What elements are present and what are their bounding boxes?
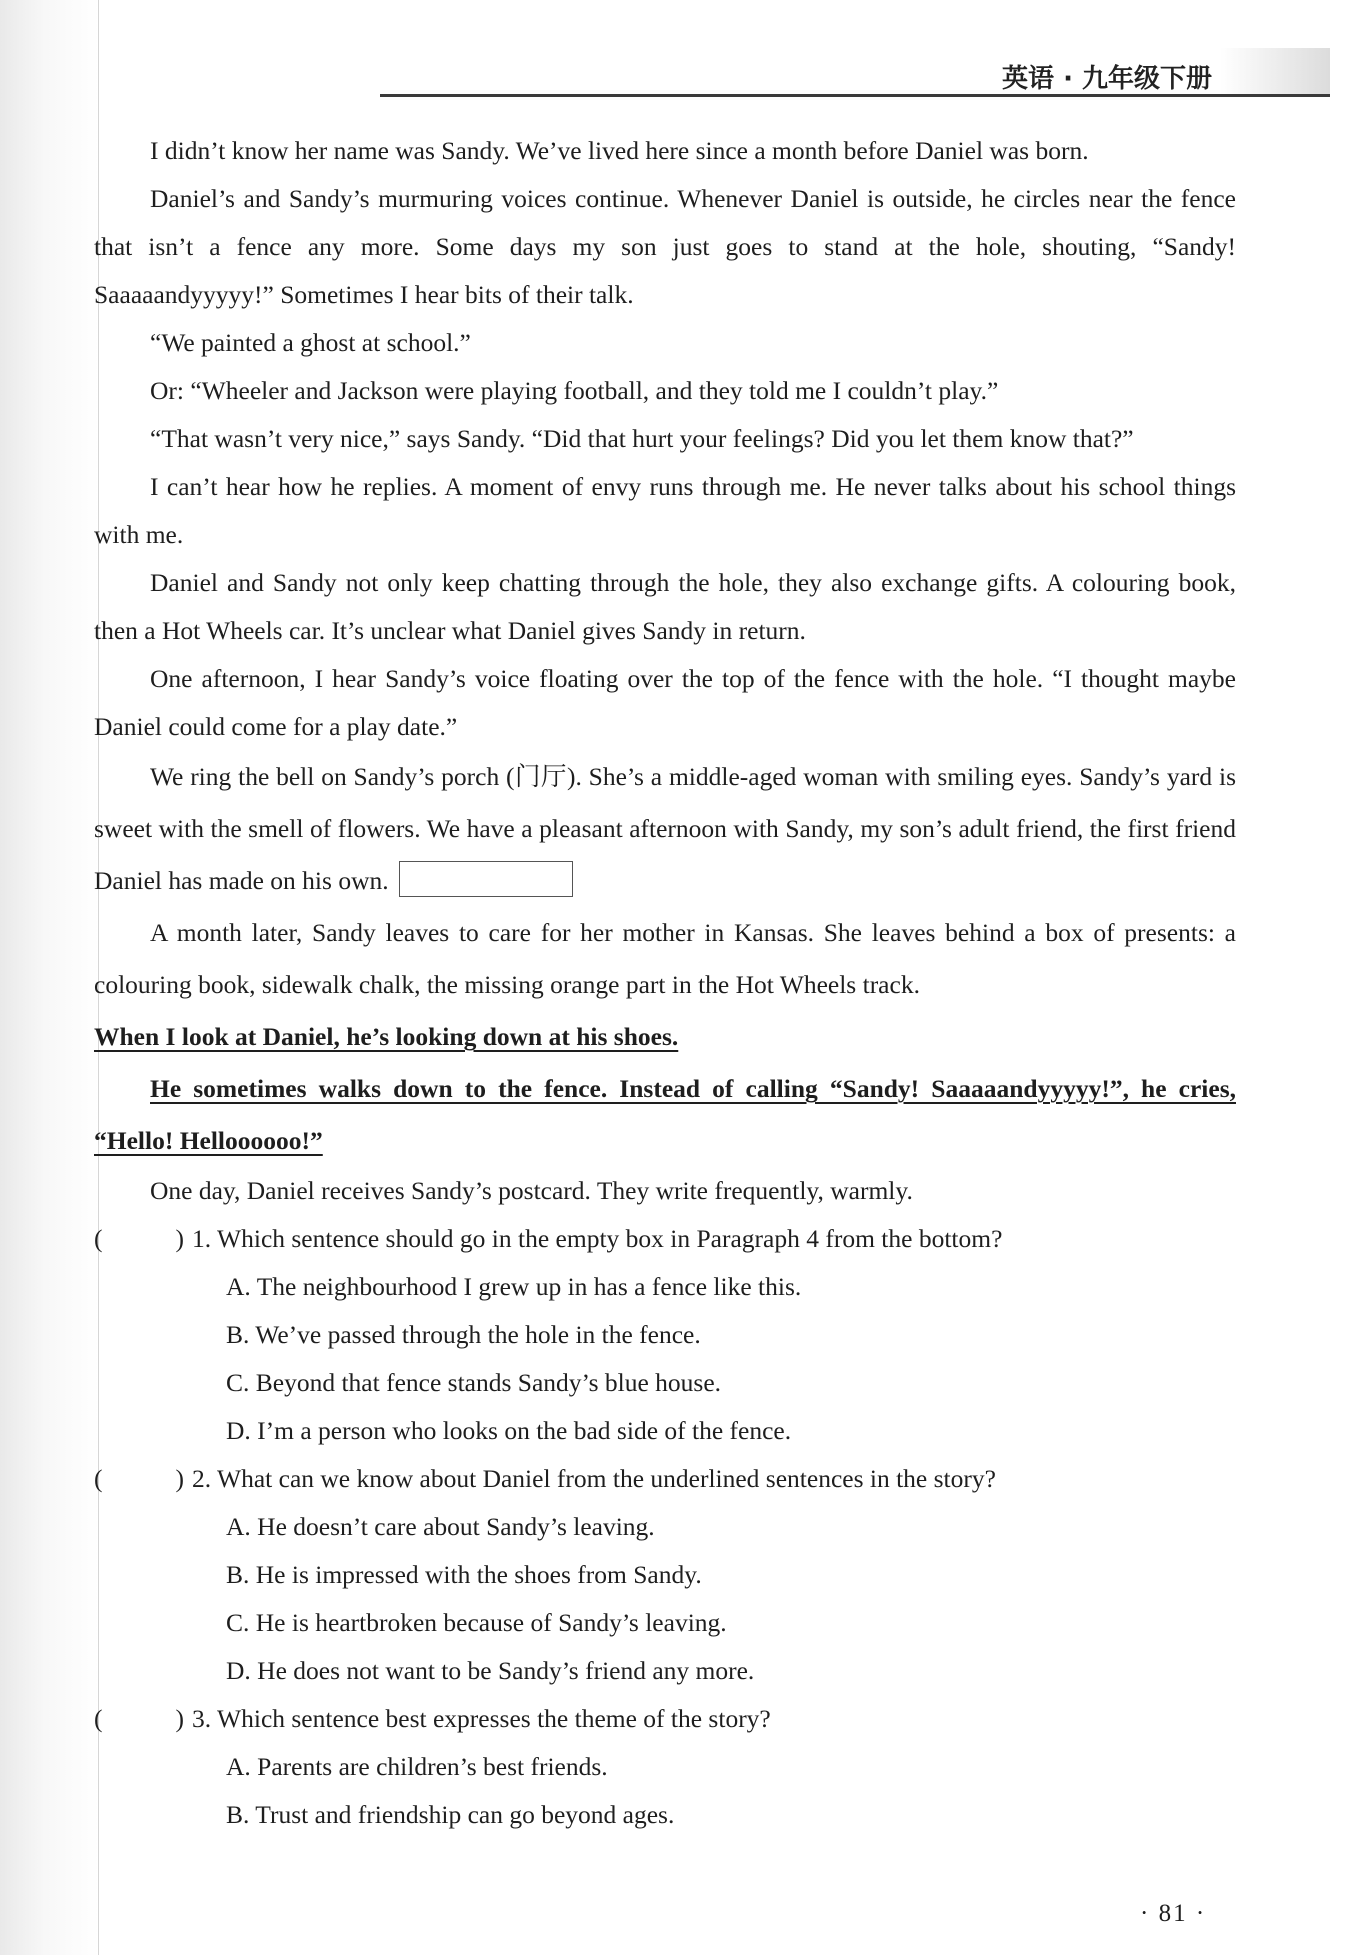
paren-open: ( [94,1224,103,1253]
question-text: 3. Which sentence best expresses the theme of the story? [192,1704,771,1733]
question-1 [94,1215,1236,1455]
option-b: B. Trust and friendship can go beyond ages. [226,1800,675,1829]
paragraph: One day, Daniel receives Sandy’s postcard. They write frequently, warmly. [150,1176,913,1205]
header-shading [1220,48,1330,96]
header-title: 英语 · 九年级下册 [1002,64,1212,94]
paren-close: ) [175,1224,184,1253]
paragraph-text: We ring the bell on Sandy’s porch (门厅). She’s a middle-aged woman with smiling eyes. Sandy’s yard is sweet with the smell of flowers. We have a pleasant afternoon with Sandy, my son’s adult friend, the first friend Daniel has made on his own. [94,762,1236,895]
option-b: B. We’ve passed through the hole in the fence. [226,1320,701,1349]
paren-open: ( [94,1704,103,1733]
option-a: A. Parents are children’s best friends. [226,1752,608,1781]
answer-blank-box[interactable] [399,861,573,897]
header-rule [380,94,1330,97]
paragraph: “That wasn’t very nice,” says Sandy. “Did that hurt your feelings? Did you let them know that?” [150,424,1134,453]
option-c: C. Beyond that fence stands Sandy’s blue house. [226,1368,722,1397]
paragraph: Or: “Wheeler and Jackson were playing football, and they told me I couldn’t play.” [150,376,999,405]
option-d: D. I’m a person who looks on the bad side of the fence. [226,1416,792,1445]
option-a: A. He doesn’t care about Sandy’s leaving. [226,1512,655,1541]
paragraph: Daniel and Sandy not only keep chatting through the hole, they also exchange gifts. A colouring book, then a Hot Wheels car. It’s unclear what Daniel gives Sandy in return. [94,568,1236,645]
answer-parentheses[interactable] [94,1215,192,1263]
paragraph: I didn’t know her name was Sandy. We’ve lived here since a month before Daniel was born. [150,136,1089,165]
page-header [380,58,1330,98]
paren-close: ) [175,1704,184,1733]
question-stem [94,1695,1236,1743]
question-text: 2. What can we know about Daniel from the underlined sentences in the story? [192,1464,996,1493]
paren-open: ( [94,1464,103,1493]
page-content [94,127,1236,1839]
question-stem [94,1455,1236,1503]
option-b: B. He is impressed with the shoes from Sandy. [226,1560,702,1589]
paragraph: A month later, Sandy leaves to care for her mother in Kansas. She leaves behind a box of presents: a colouring book, sidewalk chalk, the missing orange part in the Hot Wheels track. [94,918,1236,999]
option-c: C. He is heartbroken because of Sandy’s leaving. [226,1608,727,1637]
underlined-sentence [94,1063,1236,1167]
answer-parentheses[interactable] [94,1455,192,1503]
paragraph: Daniel’s and Sandy’s murmuring voices continue. Whenever Daniel is outside, he circles near the fence that isn’t a fence any more. Some days my son just goes to stand at the hole, shouting, “Sandy! Saaaaandyyyyy!” Sometimes I hear bits of their talk. [94,184,1236,309]
paragraph: “We painted a ghost at school.” [150,328,471,357]
paragraph: One afternoon, I hear Sandy’s voice floating over the top of the fence with the hole. “I thought maybe Daniel could come for a play date.” [94,664,1236,741]
option-d: D. He does not want to be Sandy’s friend any more. [226,1656,755,1685]
page-number: · 81 · [1140,1900,1207,1927]
paren-close: ) [175,1464,184,1493]
paragraph: I can’t hear how he replies. A moment of envy runs through me. He never talks about his school things with me. [94,472,1236,549]
question-stem [94,1215,1236,1263]
question-text: 1. Which sentence should go in the empty box in Paragraph 4 from the bottom? [192,1224,1003,1253]
underlined-text: When I look at Daniel, he’s looking down at his shoes. [94,1022,679,1051]
page-left-edge [0,0,100,1955]
option-a: A. The neighbourhood I grew up in has a fence like this. [226,1272,802,1301]
answer-parentheses[interactable] [94,1695,192,1743]
question-3 [94,1695,1236,1839]
paragraph-with-blank [94,751,1236,907]
question-2 [94,1455,1236,1695]
underlined-text: He sometimes walks down to the fence. Instead of calling “Sandy! Saaaaandyyyyy!”, he cries, “Hello! Helloooooo!” [94,1074,1236,1155]
underlined-sentence [94,1011,1236,1063]
